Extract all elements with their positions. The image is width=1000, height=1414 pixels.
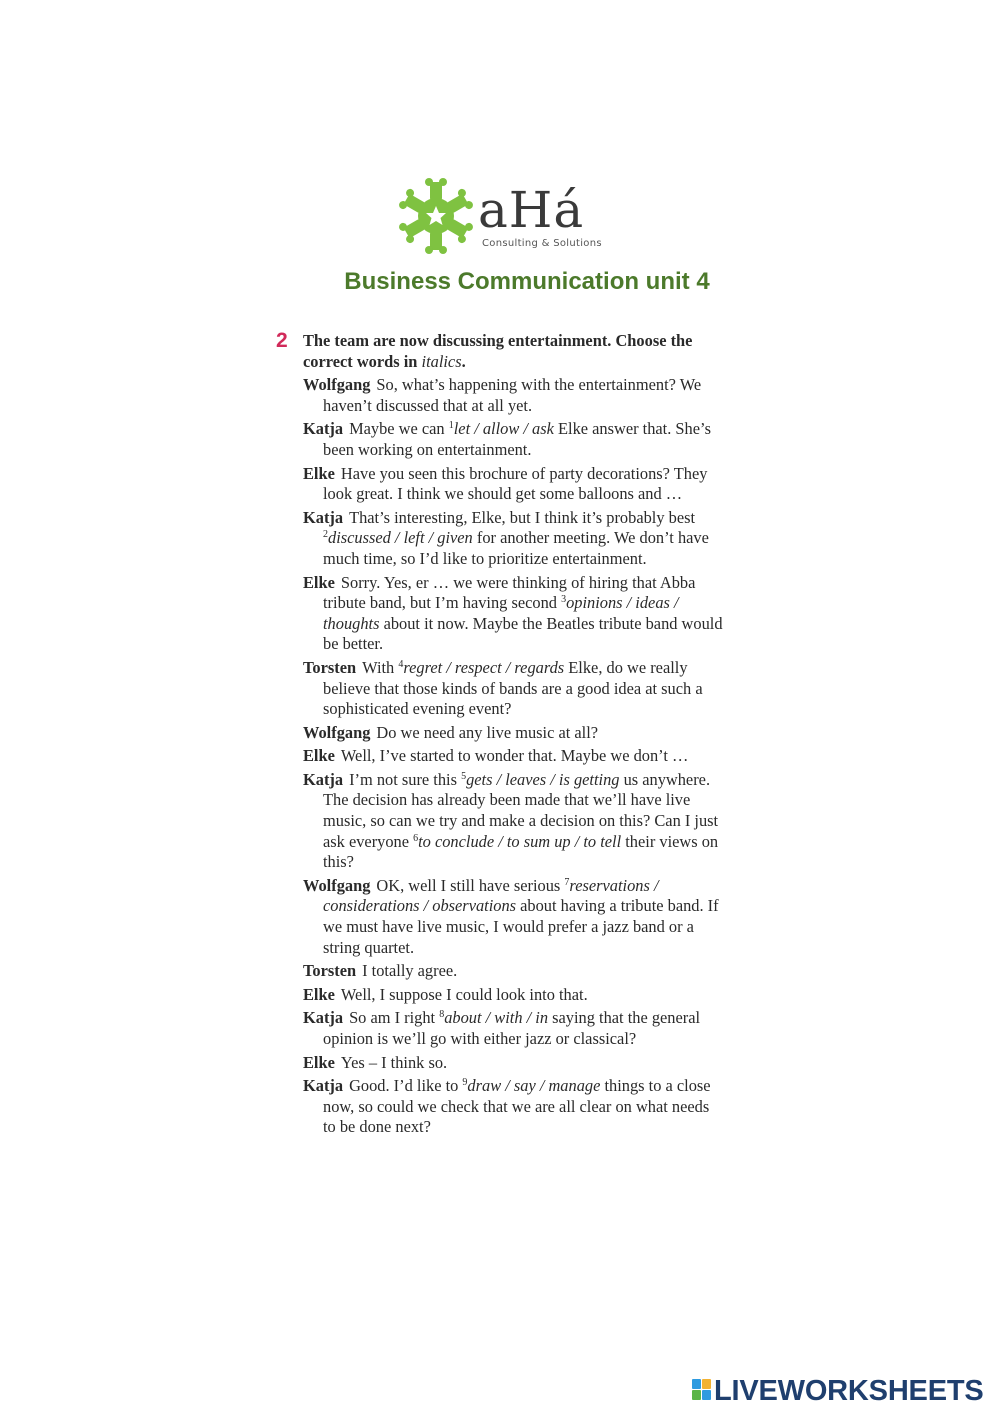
gap-choices: gets / leaves / is getting: [466, 769, 620, 789]
dialogue-turn: [303, 770, 726, 873]
gap-choices: discussed / left / given: [328, 528, 473, 548]
instruction-italic-word: italics: [421, 351, 462, 371]
gap-4-options[interactable]: [398, 658, 564, 677]
gap-number: 8: [439, 1009, 445, 1021]
gap-number: 3: [561, 594, 567, 606]
gap-number: 6: [413, 832, 419, 844]
speaker-name: Katja: [303, 769, 344, 789]
liveworksheets-logo-icon: [692, 1379, 712, 1401]
gap-number: 9: [462, 1077, 468, 1089]
dialogue-text: Elke, do we really believe that those kinds of bands are a good idea at such a sophisticated evening event?: [323, 657, 703, 719]
dialogue-turn: [303, 876, 726, 958]
gap-number: 7: [564, 876, 570, 888]
dialogue-text: their views on this?: [323, 831, 719, 872]
gap-choices: opinions / ideas / thoughts: [323, 593, 679, 633]
aha-logo: [396, 176, 616, 256]
logo-tagline: Consulting & Solutions: [482, 238, 602, 249]
dialogue-turn: [303, 508, 726, 570]
dialogue-turn: [303, 1008, 726, 1049]
speaker-name: Elke: [303, 463, 335, 483]
gap-1-options[interactable]: [449, 419, 554, 438]
speaker-name: Katja: [303, 1076, 344, 1096]
speaker-name: Elke: [303, 746, 335, 766]
dialogue-text: Well, I suppose I could look into that.: [340, 984, 588, 1004]
dialogue-text: Elke answer that. She’s been working on entertainment.: [323, 419, 711, 459]
dialogue-turn: [303, 573, 726, 655]
speaker-name: Elke: [303, 572, 335, 592]
gap-choices: to conclude / to sum up / to tell: [418, 831, 622, 851]
speaker-name: Torsten: [303, 961, 357, 981]
gap-choices: about / with / in: [444, 1008, 549, 1028]
speaker-name: Katja: [303, 1008, 344, 1028]
dialogue-text: things to a close now, so could we check that we are all clear on what needs to be done next?: [323, 1076, 711, 1137]
aha-star-icon: [396, 176, 476, 256]
dialogue-turn: [303, 1053, 726, 1074]
dialogue-text: Maybe we can: [349, 419, 449, 439]
gap-choices: let / allow / ask: [453, 419, 554, 439]
dialogue-text: With: [362, 657, 399, 677]
gap-6-options[interactable]: [413, 832, 621, 851]
dialogue-text: us anywhere. The decision has already been made that we’ll have live music, so can we try and make a decision on this? Can I just ask everyone: [323, 769, 719, 851]
logo-wordmark: aHá: [478, 181, 585, 239]
dialogue-turn: [303, 961, 726, 982]
speaker-name: Wolfgang: [303, 722, 371, 742]
dialogue-text: Yes – I think so.: [340, 1052, 448, 1072]
dialogue: [303, 375, 726, 1138]
dialogue-turn: [303, 419, 726, 460]
speaker-name: Katja: [303, 419, 344, 439]
gap-number: 5: [461, 770, 467, 782]
dialogue-text: about having a tribute band. If we must have live music, I would prefer a jazz band or a string quartet.: [323, 896, 719, 957]
gap-8-options[interactable]: [439, 1008, 548, 1027]
dialogue-turn: [303, 985, 726, 1006]
dialogue-text: for another meeting. We don’t have much time, so I’d like to prioritize entertainment.: [323, 528, 709, 568]
gap-choices: reservations / considerations / observations: [323, 875, 659, 916]
exercise-instruction: The team are now discussing entertainment. Choose the correct words in italics.: [303, 331, 693, 371]
dialogue-text: I totally agree.: [362, 961, 458, 981]
gap-choices: regret / respect / regards: [403, 657, 565, 677]
speaker-name: Torsten: [303, 657, 357, 677]
gap-9-options[interactable]: [462, 1076, 600, 1095]
gap-number: 4: [398, 658, 404, 670]
dialogue-text: I’m not sure this: [349, 769, 462, 789]
speaker-name: Elke: [303, 1052, 335, 1072]
gap-choices: draw / say / manage: [467, 1076, 601, 1096]
dialogue-turn: [303, 658, 726, 720]
dialogue-text: So, what’s happening with the entertainment? We haven’t discussed that at all yet.: [323, 375, 702, 415]
dialogue-text: Sorry. Yes, er … we were thinking of hiring that Abba tribute band, but I’m having second: [323, 572, 696, 613]
exercise: [276, 331, 726, 1141]
gap-5-options[interactable]: [461, 770, 619, 789]
speaker-name: Elke: [303, 984, 335, 1004]
dialogue-text: OK, well I still have serious: [376, 875, 565, 895]
gap-number: 1: [448, 420, 454, 432]
dialogue-turn: [303, 723, 726, 744]
dialogue-text: That’s interesting, Elke, but I think it’s probably best: [349, 507, 696, 527]
dialogue-text: Have you seen this brochure of party decorations? They look great. I think we should get some balloons and …: [323, 463, 708, 504]
dialogue-text: Well, I’ve started to wonder that. Maybe we don’t …: [340, 746, 689, 766]
dialogue-text: So am I right: [349, 1008, 440, 1028]
dialogue-turn: [303, 375, 726, 416]
exercise-number: 2: [276, 329, 288, 352]
dialogue-turn: [303, 1076, 726, 1138]
speaker-name: Wolfgang: [303, 375, 371, 395]
liveworksheets-text: LIVEWORKSHEETS: [714, 1375, 984, 1407]
dialogue-text: Good. I’d like to: [349, 1076, 463, 1096]
dialogue-text: saying that the general opinion is we’ll go with either jazz or classical?: [323, 1008, 701, 1048]
page-title: Business Communication unit 4: [344, 268, 710, 295]
gap-number: 2: [323, 529, 328, 541]
dialogue-turn: [303, 464, 726, 505]
dialogue-text: Do we need any live music at all?: [376, 722, 599, 742]
liveworksheets-watermark: [692, 1375, 992, 1407]
dialogue-turn: [303, 746, 726, 767]
speaker-name: Katja: [303, 507, 344, 527]
speaker-name: Wolfgang: [303, 875, 371, 895]
gap-2-options[interactable]: [323, 528, 473, 547]
dialogue-text: about it now. Maybe the Beatles tribute band would be better.: [323, 613, 723, 654]
